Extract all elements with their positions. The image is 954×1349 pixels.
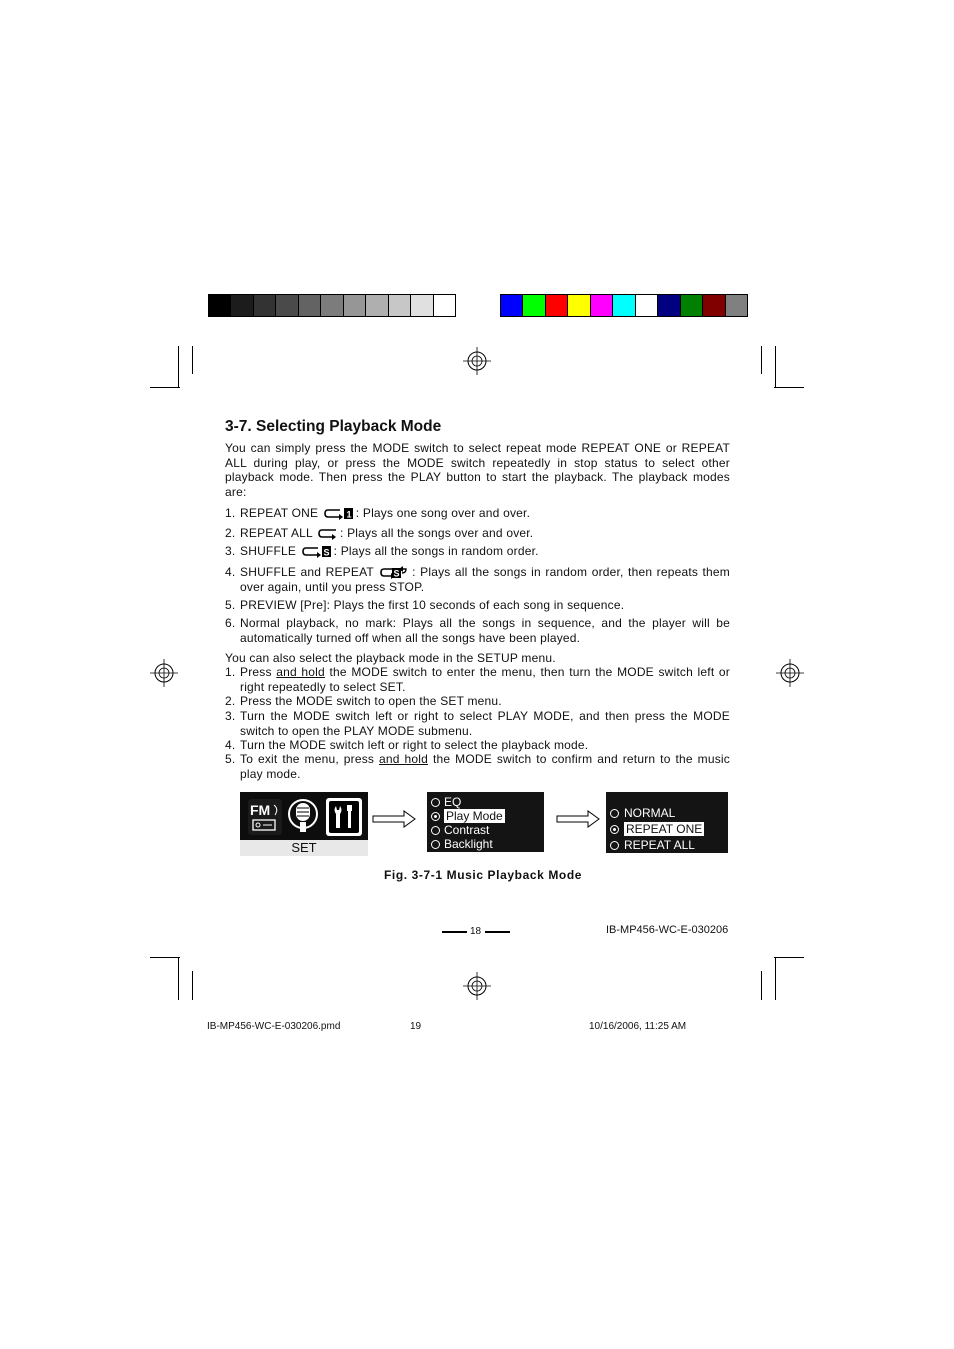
shuffle-icon [302, 545, 332, 558]
menu-option[interactable] [427, 795, 544, 809]
color-swatch [500, 294, 523, 317]
setup-step [225, 752, 730, 781]
mode-name: SHUFFLE and REPEAT [240, 565, 374, 579]
color-swatch [612, 294, 635, 317]
arrow-right-icon [372, 810, 416, 828]
setup-menu-screen [240, 792, 368, 856]
menu-option[interactable] [606, 806, 728, 820]
menu-option[interactable] [606, 822, 728, 836]
menu-option[interactable] [427, 809, 544, 823]
list-text: PREVIEW [Pre]: Plays the first 10 seconds of each song in sequence. [240, 598, 625, 612]
mode-name: SHUFFLE [240, 544, 297, 558]
menu-option[interactable] [606, 838, 728, 852]
tools-settings-icon [326, 798, 362, 836]
color-swatch [365, 294, 388, 317]
color-swatch [208, 294, 231, 317]
crop-mark [774, 387, 804, 388]
radio-icon [610, 809, 619, 818]
color-swatch [343, 294, 366, 317]
shuffle-repeat-icon [380, 565, 410, 579]
list-number: 2. [225, 526, 236, 540]
menu-option[interactable] [427, 823, 544, 837]
registration-mark-icon [463, 347, 491, 375]
color-swatch [545, 294, 568, 317]
print-timestamp: 10/16/2006, 11:25 AM [589, 1021, 687, 1032]
setup-step [225, 738, 730, 753]
list-number: 1. [225, 665, 236, 679]
list-item [225, 616, 730, 645]
fm-radio-icon [248, 799, 282, 835]
list-item [225, 544, 730, 559]
crop-mark [192, 346, 193, 374]
crop-mark [774, 957, 804, 958]
section-title: 3-7. Selecting Playback Mode [225, 418, 442, 435]
play-mode-screen [606, 792, 728, 853]
mode-description: : Plays one song over and over. [355, 506, 531, 520]
list-number: 3. [225, 544, 236, 558]
mode-name: REPEAT ALL [240, 526, 313, 540]
setup-step [225, 694, 730, 709]
setup-intro: You can also select the playback mode in the SETUP menu. [225, 651, 556, 665]
step-text: Turn the MODE switch left or right to select PLAY MODE, and then press the MODE switch to open the PLAY MODE submenu. [240, 709, 730, 738]
color-swatch [635, 294, 658, 317]
repeat-one-icon [324, 507, 354, 520]
list-text: Normal playback, no mark: Plays all the songs in sequence, and the player will be automatically turned off when all the songs have been played. [240, 616, 730, 645]
list-number: 5. [225, 598, 236, 612]
color-swatch [275, 294, 298, 317]
radio-icon [610, 841, 619, 850]
list-item [225, 565, 730, 594]
list-number: 4. [225, 565, 236, 579]
color-swatch [680, 294, 703, 317]
fm-label: FM [250, 802, 271, 818]
setup-step [225, 709, 730, 738]
step-text: the MODE switch to enter the menu, then turn the MODE switch left or right repeatedly to select SET. [240, 665, 730, 694]
arrow-right-icon [556, 810, 600, 828]
step-text: Press [240, 665, 277, 679]
svg-text:1: 1 [346, 509, 352, 520]
mode-description: : Plays all the songs in random order. [333, 544, 539, 558]
color-swatch [725, 294, 748, 317]
page-number-rule [485, 931, 510, 933]
radio-icon [431, 826, 440, 835]
crop-mark [150, 957, 180, 958]
set-label: SET [240, 840, 368, 856]
color-swatch [253, 294, 276, 317]
list-item [225, 598, 730, 613]
color-swatch [590, 294, 613, 317]
step-emphasis: and hold [276, 665, 325, 679]
color-swatch [298, 294, 321, 317]
color-swatch [410, 294, 433, 317]
menu-option-label: Backlight [444, 837, 493, 851]
color-swatch [702, 294, 725, 317]
mode-description: : Plays all the songs in random order, then repeats them over again, until you press STOP. [240, 565, 730, 594]
color-swatch [320, 294, 343, 317]
step-text: To exit the menu, press [240, 752, 380, 766]
color-swatch [230, 294, 253, 317]
menu-option-label: REPEAT ALL [624, 838, 695, 852]
menu-option-label: Play Mode [446, 809, 503, 823]
step-text: Press the MODE switch to open the SET menu. [240, 694, 502, 708]
intro-paragraph: You can simply press the MODE switch to select repeat mode REPEAT ONE or REPEAT ALL during play, or press the MODE switch repeatedly in stop status to select other playback mode. Then press the PLAY button to start the playback. The playback modes are: [225, 441, 730, 499]
step-emphasis: and hold [379, 752, 429, 766]
setup-step [225, 665, 730, 694]
repeat-all-icon [318, 527, 338, 540]
crop-mark [775, 346, 776, 388]
microphone-icon [286, 799, 320, 835]
registration-mark-icon [776, 659, 804, 687]
doc-id: IB-MP456-WC-E-030206 [606, 924, 729, 936]
radio-selected-icon [431, 812, 440, 821]
svg-text:S: S [393, 568, 400, 579]
list-number: 5. [225, 752, 236, 766]
list-item [225, 526, 730, 541]
menu-option-label: REPEAT ONE [626, 822, 703, 836]
file-name: IB-MP456-WC-E-030206.pmd [207, 1021, 341, 1032]
color-swatch [657, 294, 680, 317]
list-number: 3. [225, 709, 236, 723]
color-swatch [567, 294, 590, 317]
color-swatch [522, 294, 545, 317]
radio-icon [431, 798, 440, 807]
color-swatch [388, 294, 411, 317]
registration-mark-icon [150, 659, 178, 687]
radio-selected-icon [610, 825, 619, 834]
mode-name: REPEAT ONE [240, 506, 319, 520]
crop-mark [192, 971, 193, 1000]
menu-option[interactable] [427, 837, 544, 851]
menu-option-label: EQ [444, 795, 462, 809]
crop-mark [761, 346, 762, 374]
set-menu-screen [427, 792, 544, 852]
crop-mark [761, 971, 762, 1000]
step-text: the MODE switch to confirm and return to the music play mode. [240, 752, 730, 781]
sheet-number: 19 [410, 1021, 422, 1032]
list-number: 1. [225, 506, 236, 520]
menu-option-label: Contrast [444, 823, 490, 837]
crop-mark [178, 346, 179, 388]
step-text: Turn the MODE switch left or right to select the playback mode. [240, 738, 589, 752]
list-number: 4. [225, 738, 236, 752]
crop-mark [178, 957, 179, 1000]
list-number: 2. [225, 694, 236, 708]
menu-option-label: NORMAL [624, 806, 676, 820]
list-item [225, 506, 730, 521]
figure-caption: Fig. 3-7-1 Music Playback Mode [384, 868, 583, 882]
list-number: 6. [225, 616, 236, 630]
crop-mark [150, 387, 180, 388]
radio-icon [431, 840, 440, 849]
crop-mark [775, 957, 776, 1000]
registration-mark-icon [463, 972, 491, 1000]
page-number-rule [442, 931, 467, 933]
svg-text:S: S [323, 547, 330, 558]
mode-description: : Plays all the songs over and over. [340, 526, 534, 540]
color-swatch [433, 294, 456, 317]
page-number: 18 [470, 926, 482, 937]
